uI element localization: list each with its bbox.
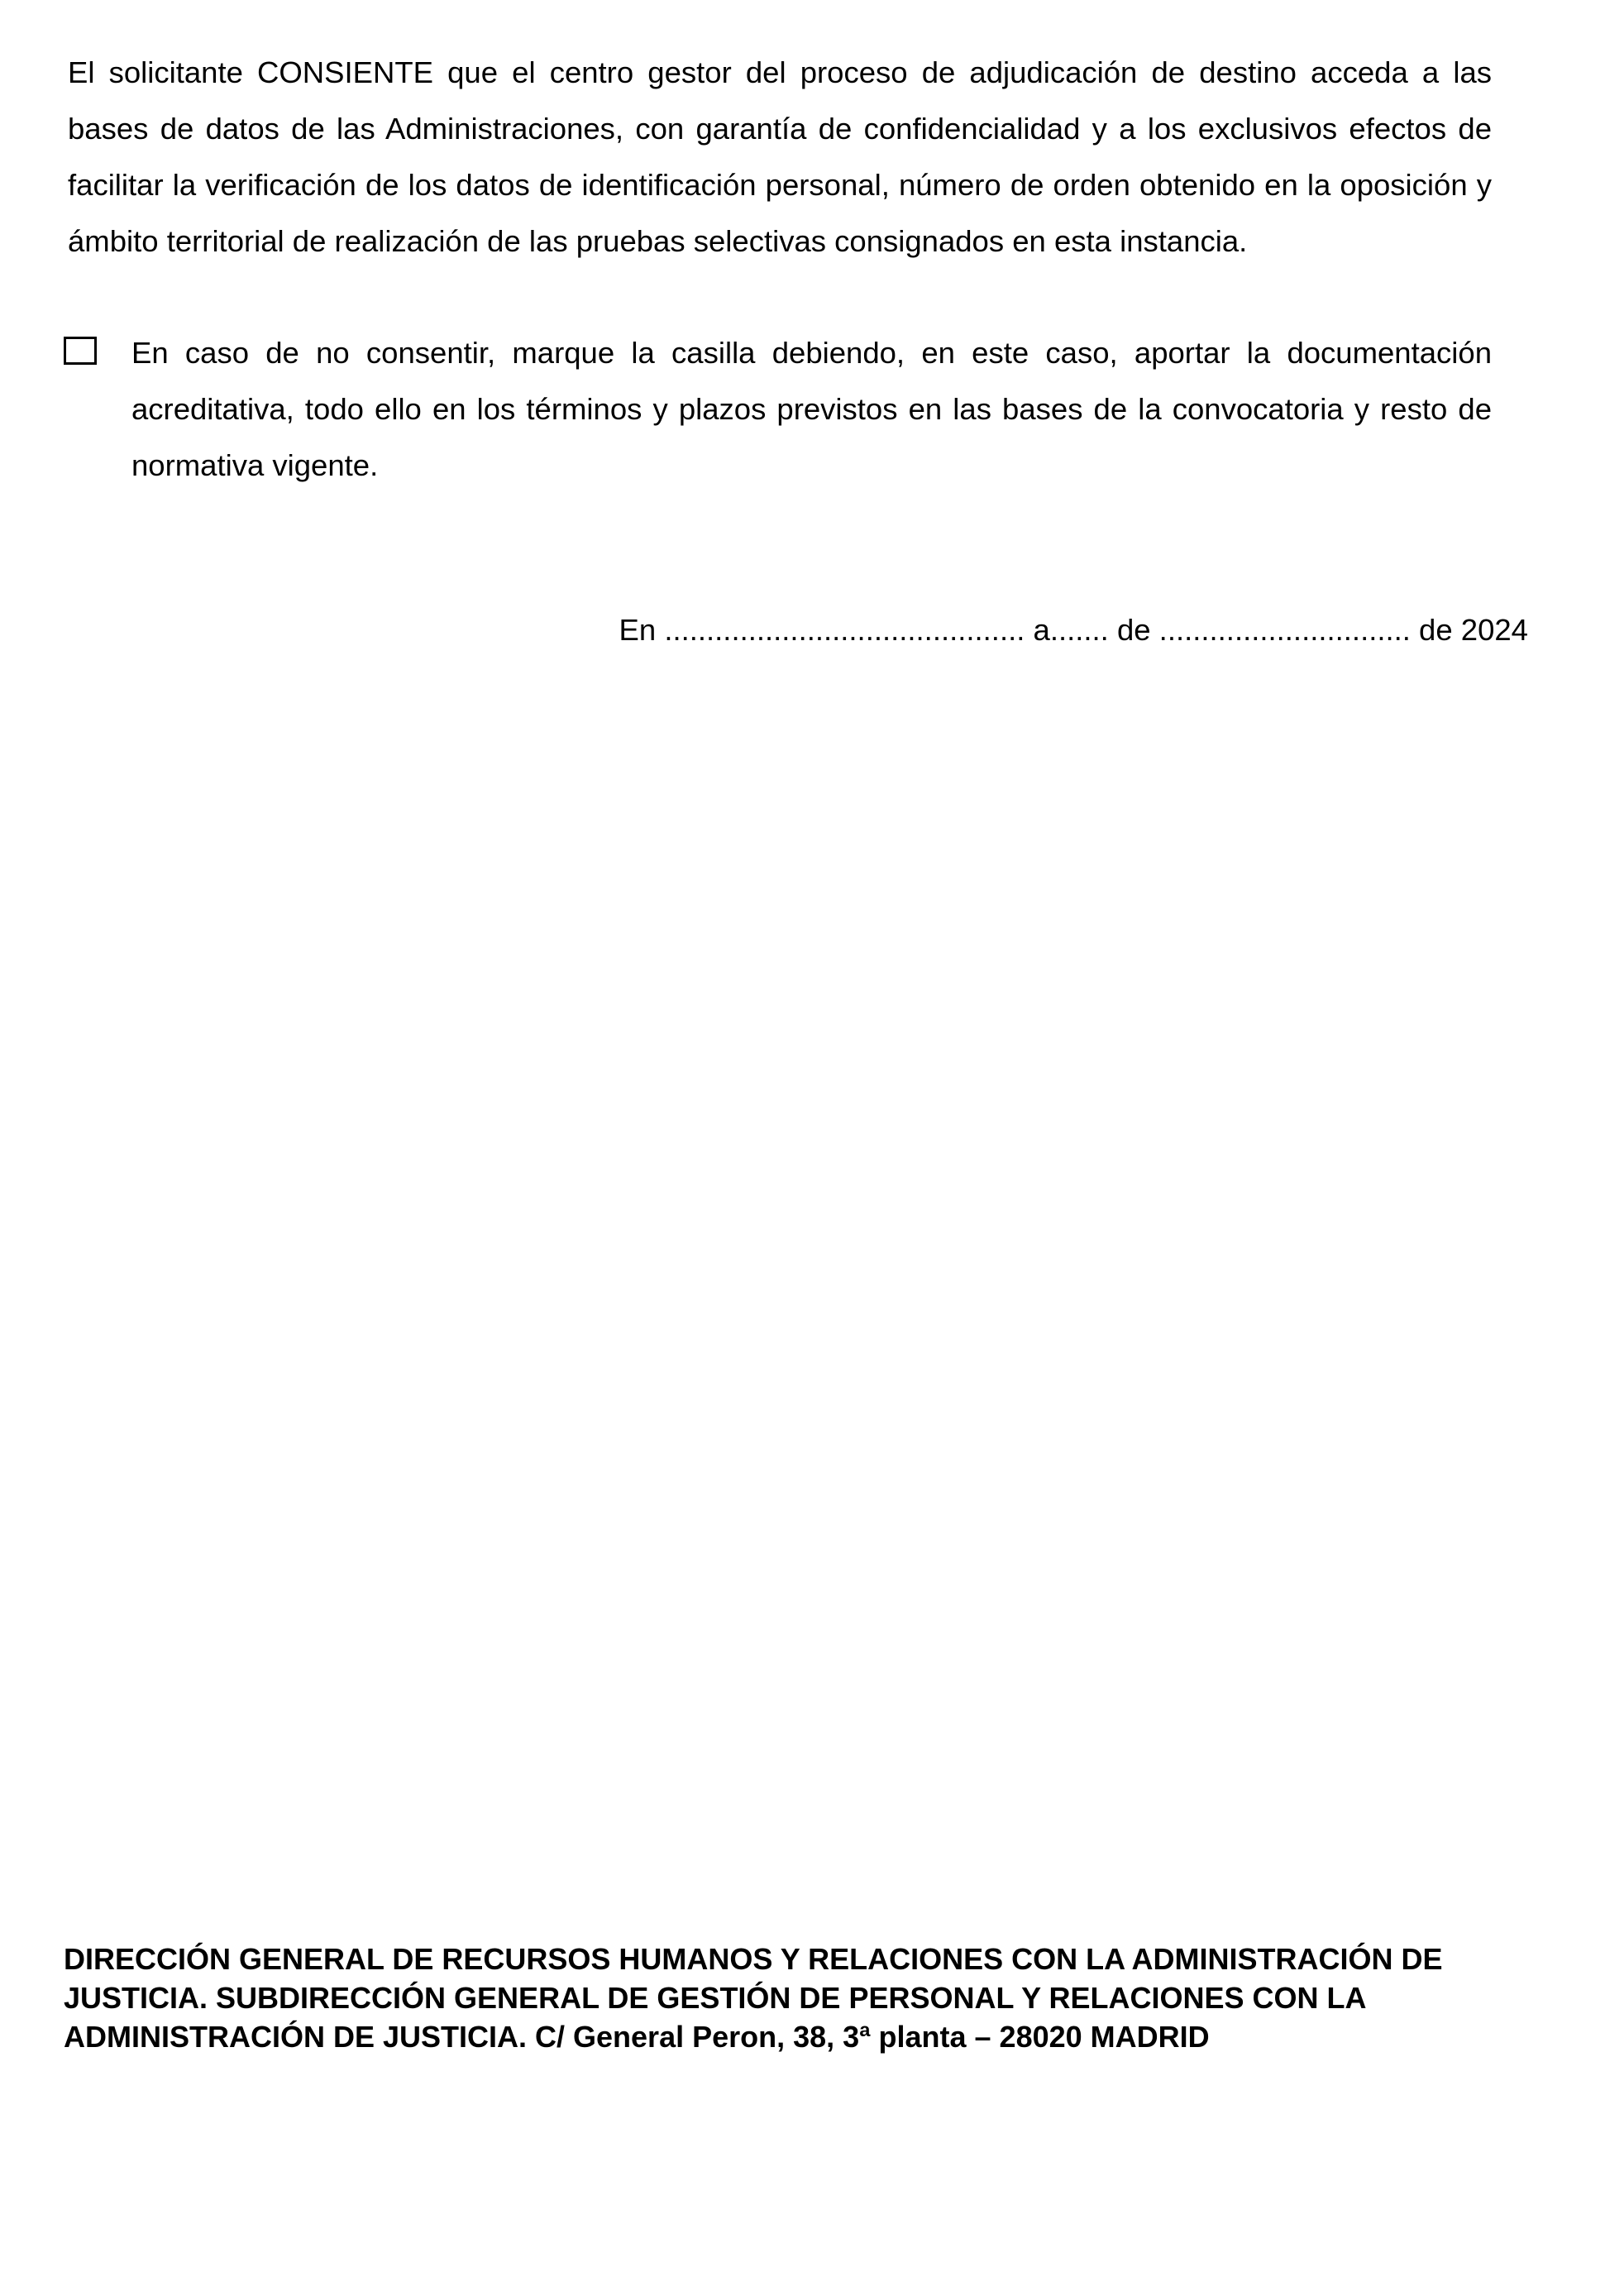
no-consent-text: En caso de no consentir, marque la casilla debiendo, en este caso, aportar la documentación acreditativa, todo ello en los términos y plazos previstos en las bases de la convocatoria y resto de normativa vigente. [131,336,1492,482]
no-consent-checkbox[interactable] [64,337,97,365]
place-date-line: En ........................................... a....... de .............................. de 2024 [619,613,1528,647]
footer-address: DIRECCIÓN GENERAL DE RECURSOS HUMANOS Y RELACIONES CON LA ADMINISTRACIÓN DE JUSTICIA. SUBDIRECCIÓN GENERAL DE GESTIÓN DE PERSONAL Y RELACIONES CON LA ADMINISTRACIÓN DE JUSTICIA. C/ General Peron, 38, 3ª planta – 28020 MADRID [64,1942,1443,2054]
consent-paragraph: El solicitante CONSIENTE que el centro gestor del proceso de adjudicación de destino acceda a las bases de datos de las Administraciones, con garantía de confidencialidad y a los exclusivos efectos de facilitar la verificación de los datos de identificación personal, número de orden obtenido en la oposición y ámbito territorial de realización de las pruebas selectivas consignados en esta instancia. [68,55,1492,258]
